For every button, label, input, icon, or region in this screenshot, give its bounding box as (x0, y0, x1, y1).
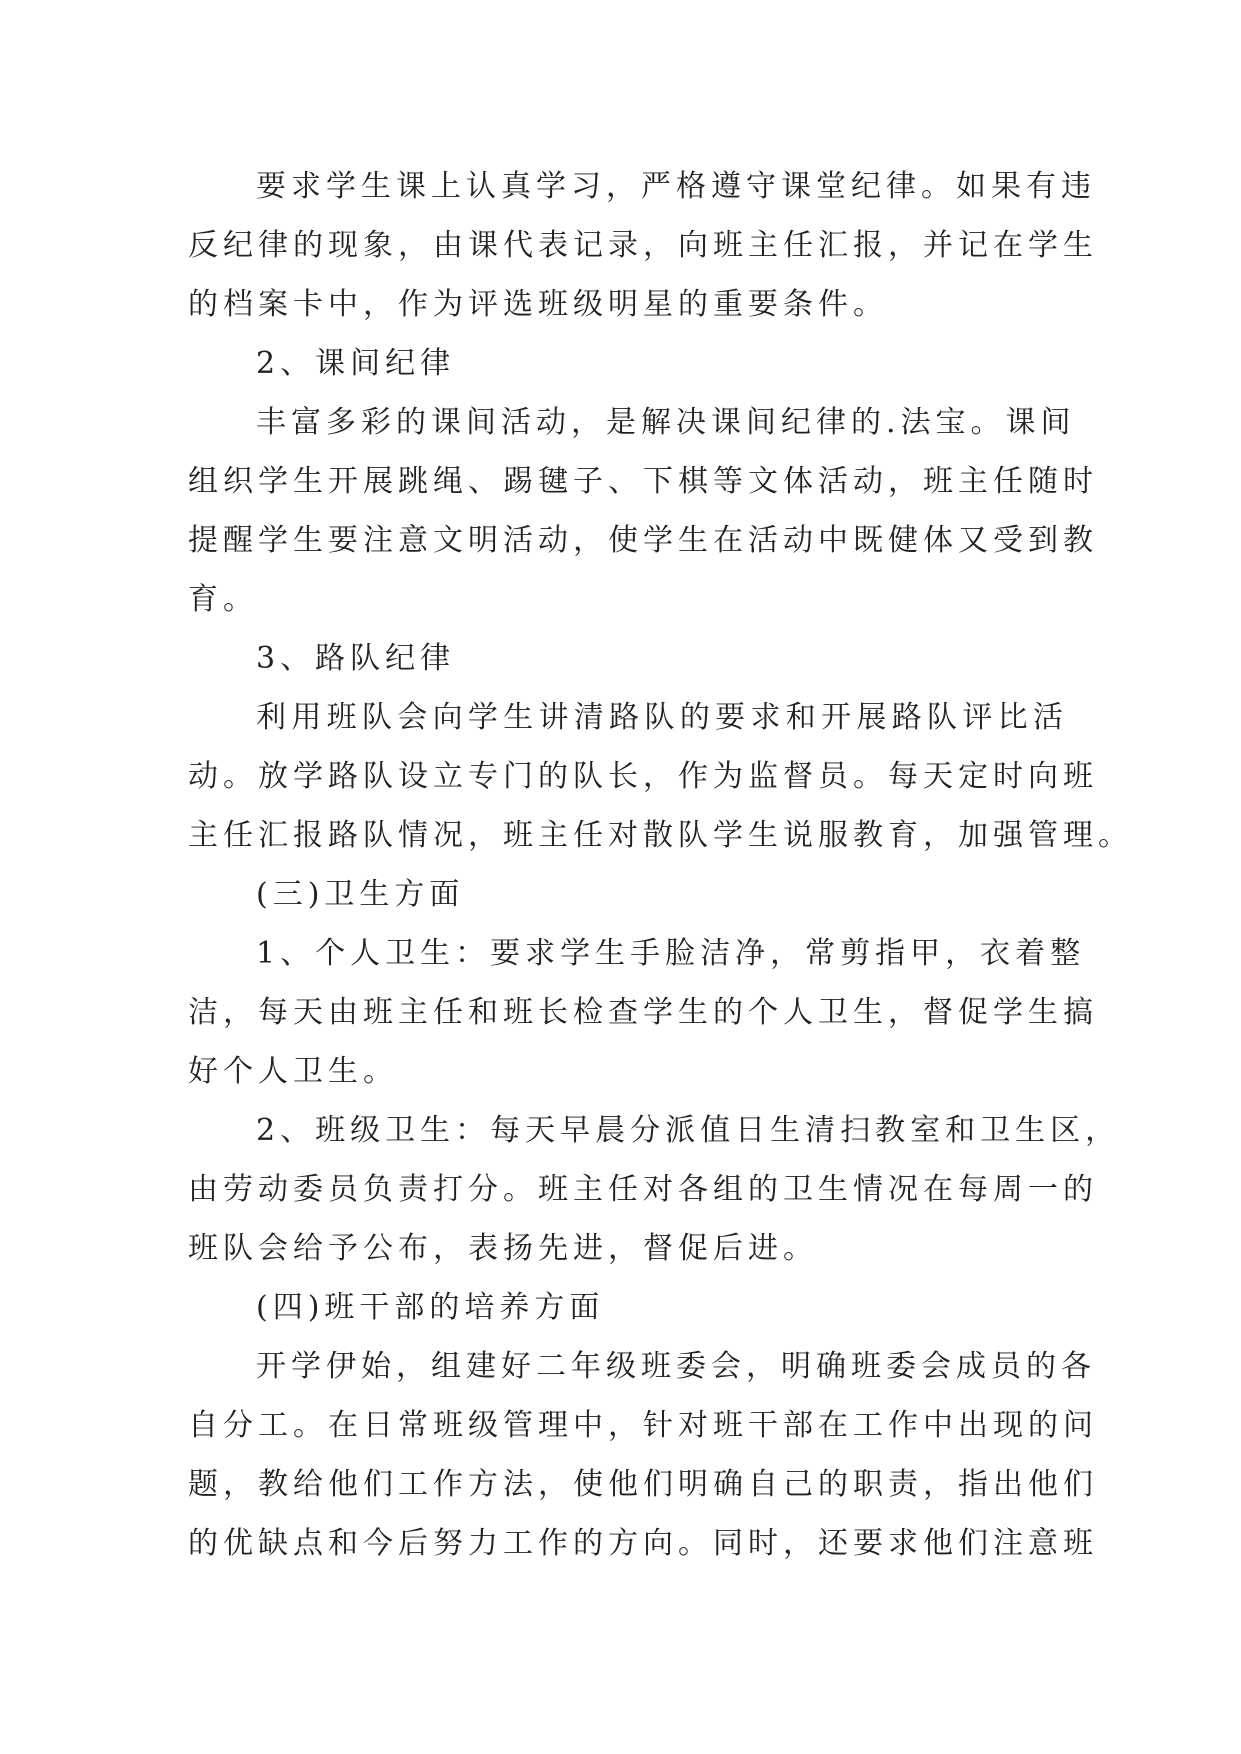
paragraph-line: 开学伊始，组建好二年级班委会，明确班委会成员的各 (256, 1349, 1096, 1384)
paragraph-line: 由劳动委员负责打分。班主任对各组的卫生情况在每周一的 (188, 1172, 1098, 1207)
paragraph-line: 要求学生课上认真学习，严格遵守课堂纪律。如果有违 (256, 169, 1096, 204)
paragraph-line: 反纪律的现象，由课代表记录，向班主任汇报，并记在学生 (188, 228, 1098, 263)
paragraph-line: 丰富多彩的课间活动，是解决课间纪律的.法宝。课间 (256, 405, 1076, 440)
paragraph-line: 动。放学路队设立专门的队长，作为监督员。每天定时向班 (188, 759, 1098, 794)
paragraph-line: 2、班级卫生：每天早晨分派值日生清扫教室和卫生区， (256, 1113, 1121, 1148)
paragraph-line: 提醒学生要注意文明活动，使学生在活动中既健体又受到教 (188, 523, 1098, 558)
paragraph-line: 育。 (188, 582, 258, 617)
paragraph-line: 题，教给他们工作方法，使他们明确自己的职责，指出他们 (188, 1467, 1098, 1502)
section-heading: 3、路队纪律 (256, 641, 456, 676)
paragraph-line: 自分工。在日常班级管理中，针对班干部在工作中出现的问 (188, 1408, 1098, 1443)
paragraph-line: 好个人卫生。 (188, 1054, 398, 1089)
paragraph-line: 的优缺点和今后努力工作的方向。同时，还要求他们注意班 (188, 1526, 1098, 1561)
paragraph-line: 的档案卡中，作为评选班级明星的重要条件。 (188, 287, 888, 322)
paragraph-line: 组织学生开展跳绳、踢毽子、下棋等文体活动，班主任随时 (188, 464, 1098, 499)
section-heading: (三)卫生方面 (256, 877, 465, 912)
paragraph-line: 洁，每天由班主任和班长检查学生的个人卫生，督促学生搞 (188, 995, 1098, 1030)
section-heading: 2、课间纪律 (256, 346, 456, 381)
paragraph-line: 1、个人卫生：要求学生手脸洁净，常剪指甲，衣着整 (256, 936, 1086, 971)
paragraph-line: 利用班队会向学生讲清路队的要求和开展路队评比活 (256, 700, 1068, 735)
paragraph-line: 班队会给予公布，表扬先进，督促后进。 (188, 1231, 818, 1266)
document-body (188, 157, 1133, 1573)
section-heading: (四)班干部的培养方面 (256, 1290, 605, 1325)
paragraph-line: 主任汇报路队情况，班主任对散队学生说服教育，加强管理。 (188, 818, 1133, 853)
